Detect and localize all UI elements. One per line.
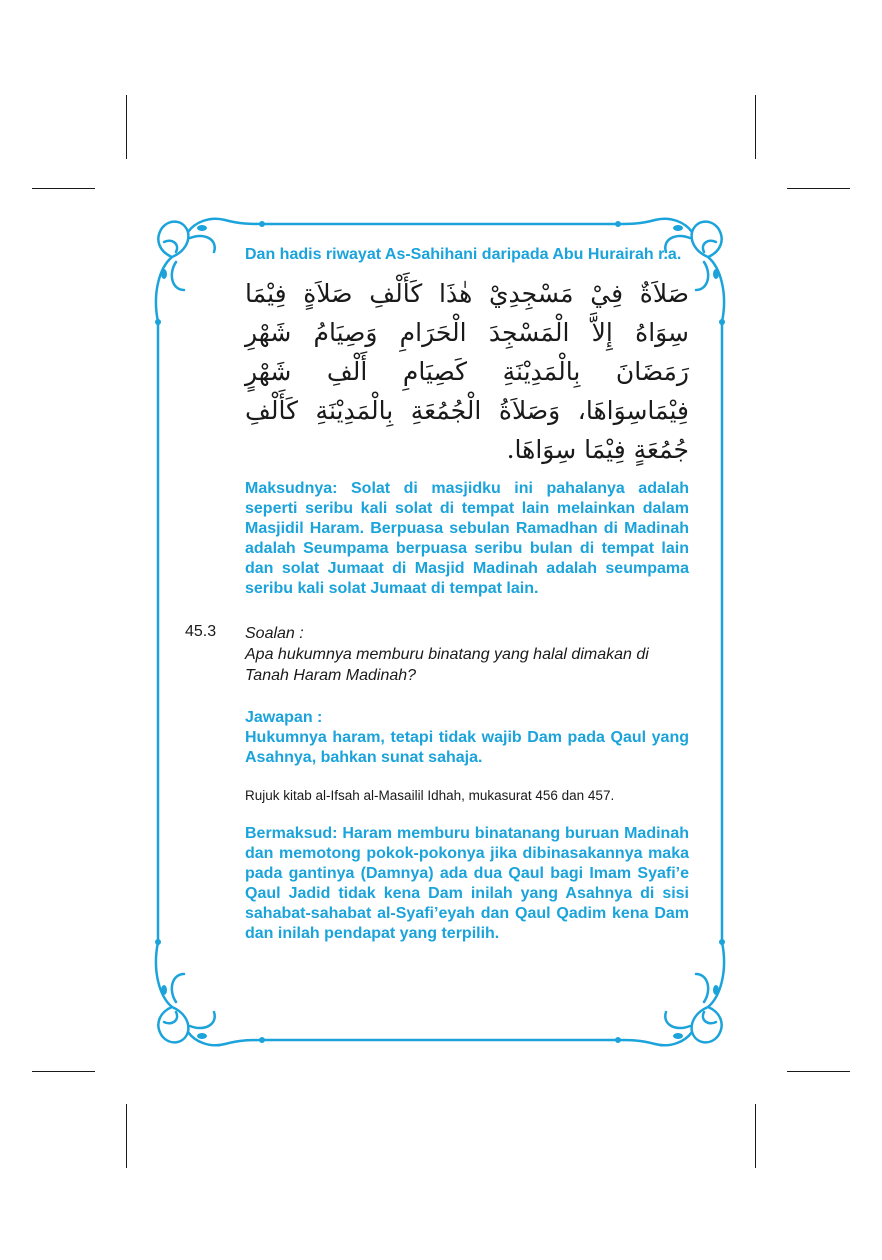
question-text: Apa hukumnya memburu binatang yang halal dimakan di Tanah Haram Madinah? <box>245 646 649 684</box>
page-content <box>185 244 689 944</box>
crop-mark-bottom-left-horizontal <box>32 1071 95 1072</box>
maksudnya-translation: Maksudnya: Solat di masjidku ini pahalanya adalah seperti seribu kali solat di tempat lain melainkan dalam Masjidil Haram. Berpuasa sebulan Ramadhan di Madinah adalah Seumpama berpuasa seribu bulan di tempat lain dan solat Jumaat di Masjid Madinah adalah seumpama seribu kali solat Jumaat di tempat lain. <box>245 480 689 597</box>
crop-mark-top-left-vertical <box>126 95 127 159</box>
answer-label: Jawapan : <box>245 709 323 726</box>
crop-mark-top-left-horizontal <box>32 188 95 189</box>
crop-mark-top-right-horizontal <box>787 188 850 189</box>
answer-text: Hukumnya haram, tetapi tidak wajib Dam pada Qaul yang Asahnya, bahkan sunat sahaja. <box>245 729 689 766</box>
crop-mark-top-right-vertical <box>755 95 756 159</box>
question-label: Soalan : <box>245 625 304 642</box>
question-body <box>245 623 689 944</box>
crop-mark-bottom-left-vertical <box>126 1104 127 1168</box>
bermaksud-explanation: Bermaksud: Haram memburu binatanang buruan Madinah dan memotong pokok-pokonya jika dibinasakannya maka pada gantinya (Damnya) ada dua Qaul bagi Imam Syafi’e Qaul Jadid tidak kena Dam inilah yang Asahnya di sisi sahabat-sahabat al-Syafi’eyah dan Qaul Qadim kena Dam dan inilah pendapat yang terpilih. <box>245 825 689 942</box>
question-block <box>185 623 689 944</box>
question-number: 45.3 <box>185 623 217 640</box>
reference-note: Rujuk kitab al-Ifsah al-Masailil Idhah, mukasurat 456 dan 457. <box>245 788 615 803</box>
crop-mark-bottom-right-vertical <box>755 1104 756 1168</box>
crop-mark-bottom-right-horizontal <box>787 1071 850 1072</box>
arabic-hadith-text: صَلاَةٌ فِيْ مَسْجِدِيْ هٰذَا كَأَلْفِ صَلاَةٍ فِيْمَا سِوَاهُ إِلاَّ الْمَسْجِدَ الْحَرَامِ وَصِيَامُ شَهْرِ رَمَضَانَ بِالْمَدِيْنَةِ كَصِيَامِ أَلْفِ شَهْرٍ فِيْمَاسِوَاهَا، وَصَلاَةُ الْجُمُعَةِ بِالْمَدِيْنَةِ كَأَلْفِ جُمُعَةٍ فِيْمَا سِوَاهَا. <box>245 279 689 464</box>
hadith-intro: Dan hadis riwayat As-Sahihani daripada Abu Hurairah r.a. <box>245 246 682 263</box>
